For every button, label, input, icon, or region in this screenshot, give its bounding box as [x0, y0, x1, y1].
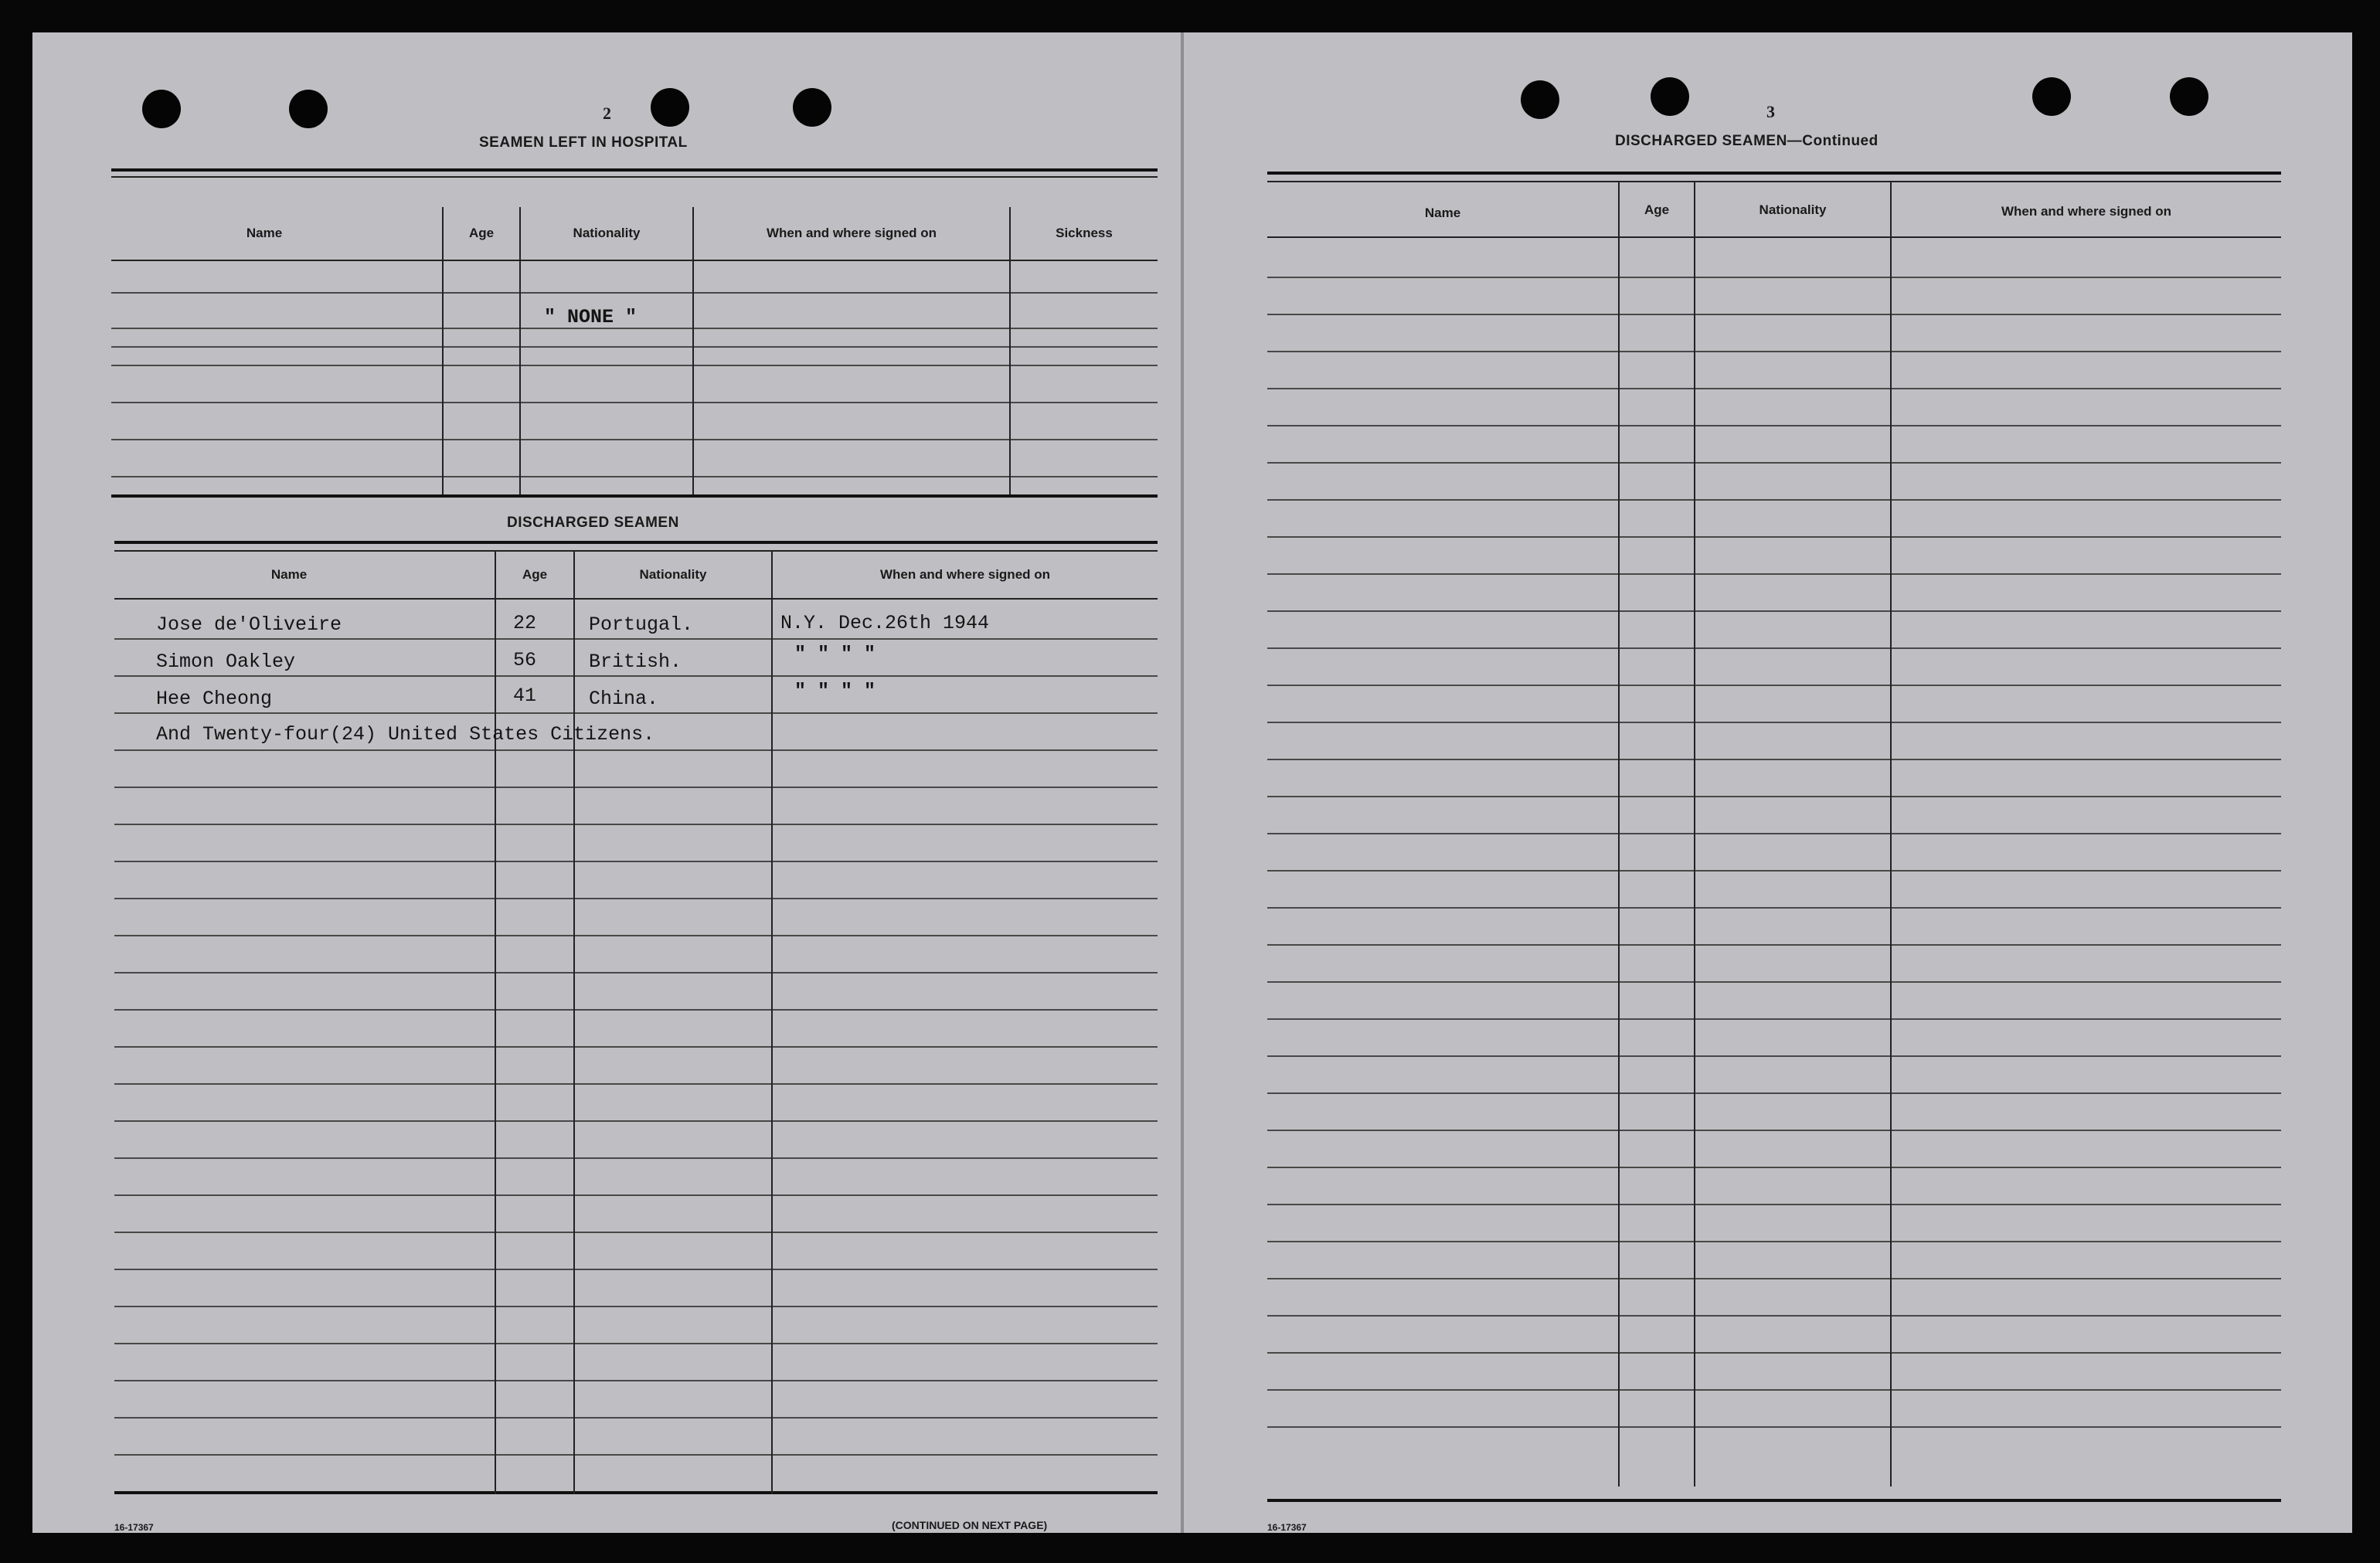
seaman-name: Jose de'Oliveire [156, 613, 342, 636]
column-header-signed-on: When and where signed on [879, 567, 1051, 582]
seaman-signed-on: " " " " [794, 680, 876, 702]
punch-hole [2170, 77, 2208, 116]
seaman-name: Hee Cheong [156, 688, 273, 710]
column-header-name: Name [246, 226, 283, 240]
seaman-signed-on: " " " " [794, 643, 876, 665]
left-page [32, 32, 1181, 1533]
column-header-nationality: Nationality [639, 567, 707, 582]
column-header-age: Age [1644, 202, 1670, 217]
column-header-name: Name [270, 567, 308, 582]
discharged-table [114, 541, 1158, 1514]
seaman-name: Simon Oakley [156, 651, 296, 673]
discharged-continued-table [1267, 172, 2281, 1516]
seaman-age: 41 [513, 685, 537, 707]
punch-hole [1651, 77, 1689, 116]
seaman-age: 22 [513, 612, 537, 634]
punch-hole [2032, 77, 2071, 116]
hospital-section-title: SEAMEN LEFT IN HOSPITAL [479, 134, 688, 151]
seaman-signed-on: N.Y. Dec.26th 1944 [780, 612, 990, 634]
punch-hole [289, 90, 328, 128]
column-header-nationality: Nationality [573, 226, 641, 240]
discharged-section-title: DISCHARGED SEAMEN [507, 515, 679, 531]
seaman-nationality: British. [589, 651, 682, 673]
punch-hole [1521, 80, 1559, 119]
punch-hole [142, 90, 181, 128]
page-number: 2 [603, 104, 611, 123]
column-header-signed-on: When and where signed on [766, 226, 937, 240]
seaman-nationality: China. [589, 688, 659, 710]
page-number: 3 [1766, 102, 1775, 121]
form-number: 16-17367 [114, 1522, 154, 1533]
seaman-nationality: Portugal. [589, 613, 694, 636]
punch-hole [651, 88, 689, 127]
punch-hole [793, 88, 831, 127]
discharged-continued-title: DISCHARGED SEAMEN—Continued [1615, 133, 1878, 149]
hospital-entry: " NONE " [544, 306, 638, 328]
column-header-age: Age [522, 567, 548, 582]
right-page [1184, 32, 2352, 1533]
hospital-table [111, 168, 1158, 501]
column-header-name: Name [1424, 206, 1461, 220]
column-header-signed-on: When and where signed on [2001, 204, 2172, 219]
column-header-age: Age [468, 226, 495, 240]
column-header-sickness: Sickness [1056, 226, 1113, 240]
summary-line: And Twenty-four(24) United States Citizens. [156, 723, 655, 746]
column-header-nationality: Nationality [1759, 202, 1827, 217]
continued-note: (CONTINUED ON NEXT PAGE) [892, 1519, 1048, 1531]
form-number: 16-17367 [1267, 1522, 1307, 1533]
seaman-age: 56 [513, 649, 537, 671]
